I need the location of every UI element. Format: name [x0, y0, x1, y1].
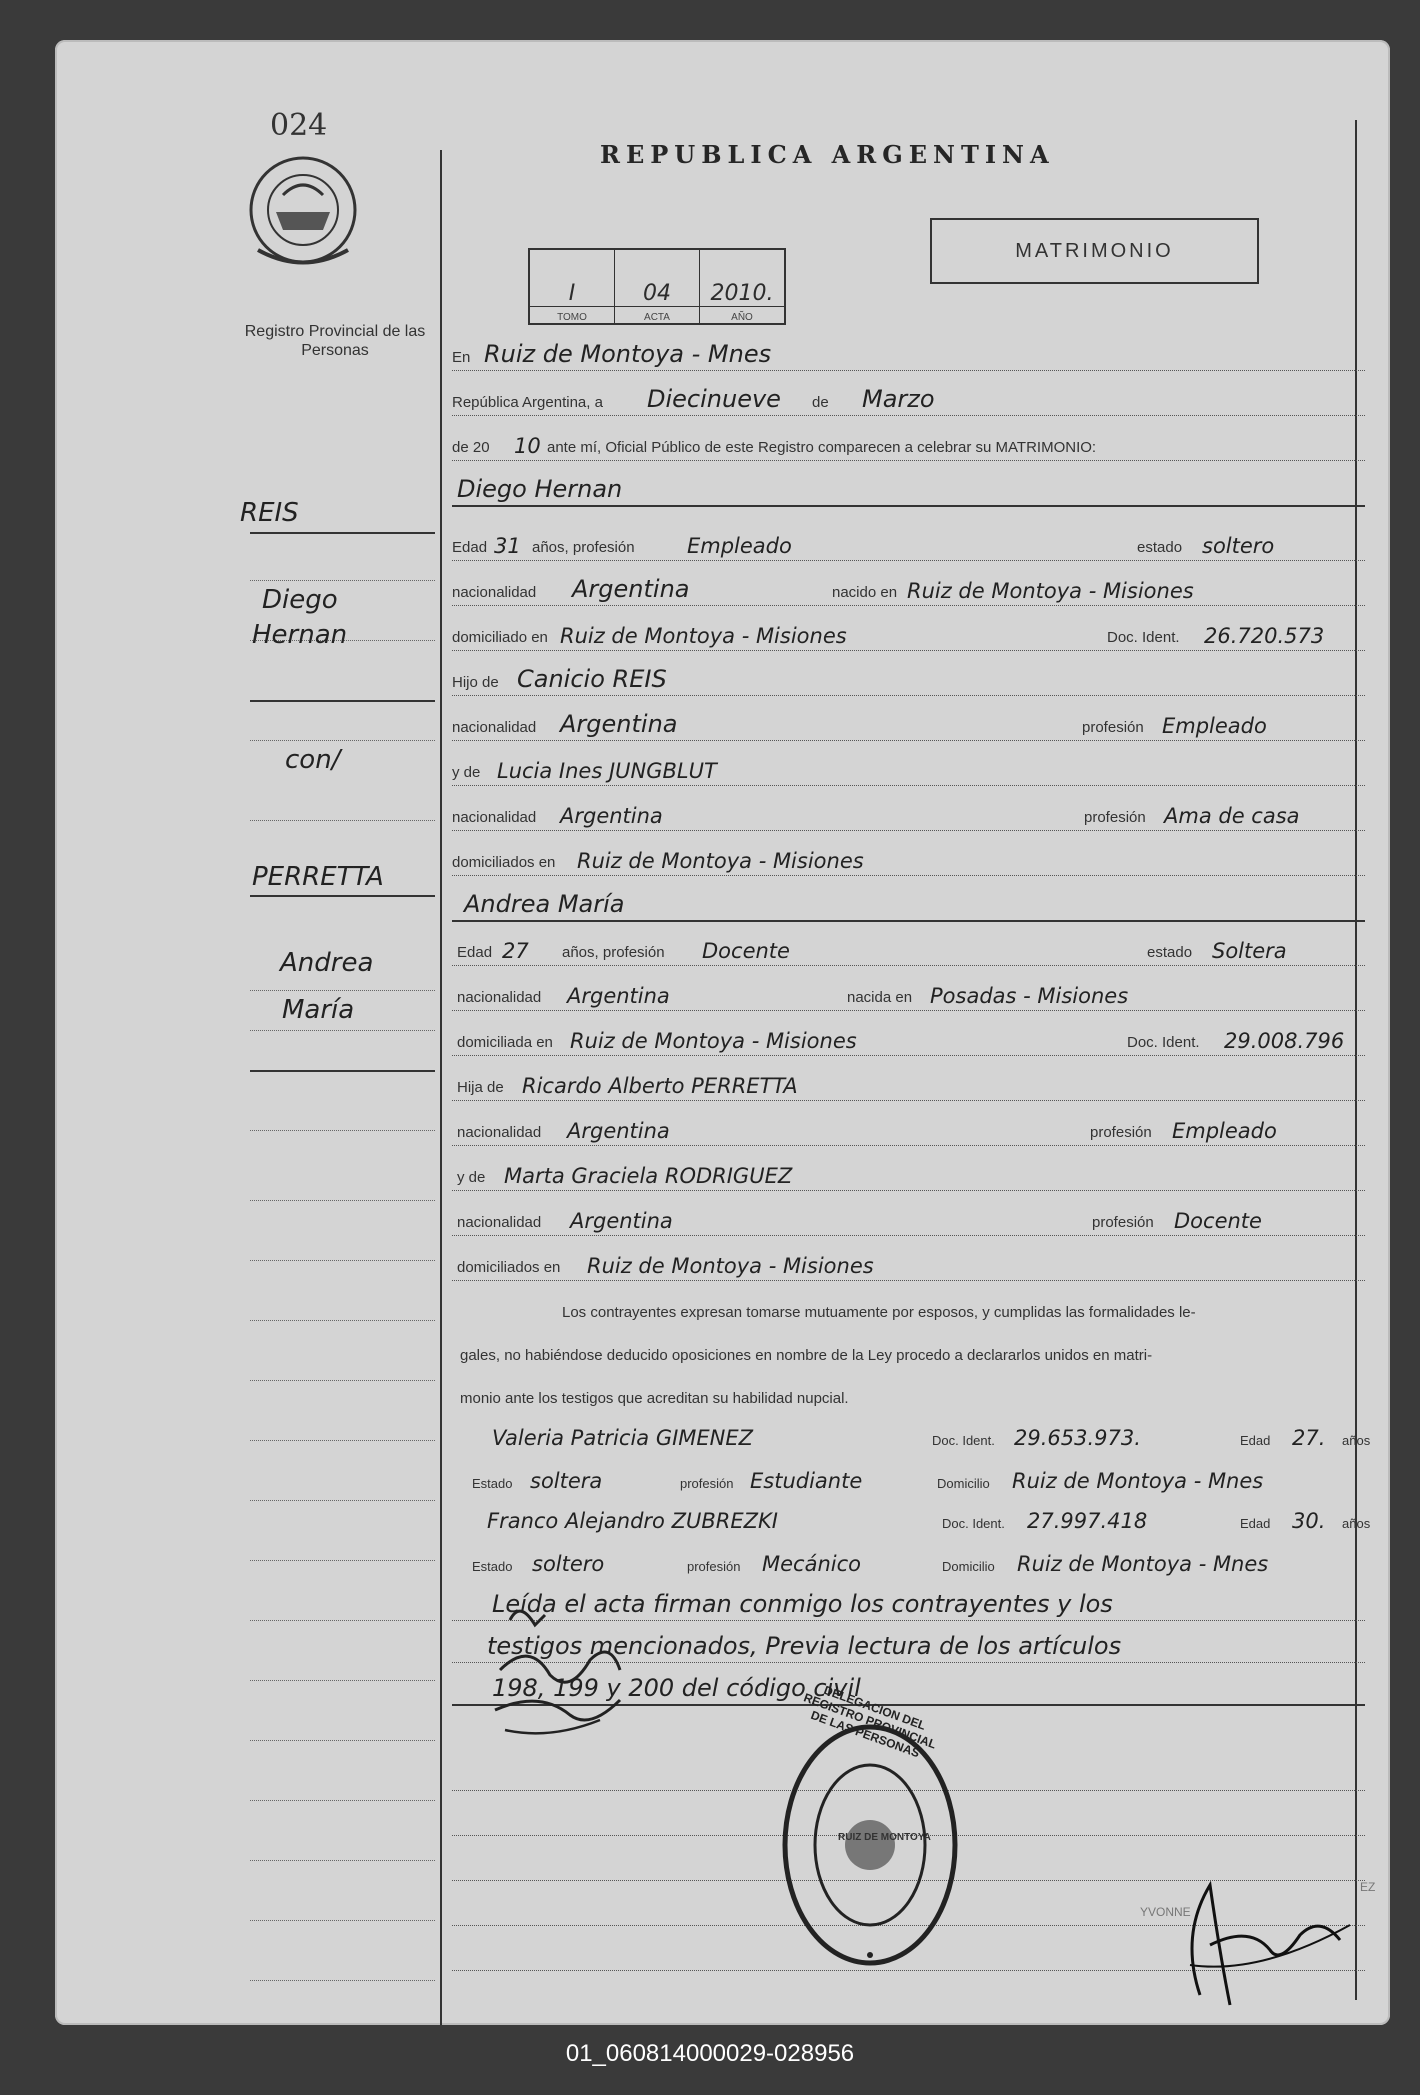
- formal-line-3: [452, 1371, 1365, 1411]
- groom-doc: 26.720.573: [1204, 624, 1325, 648]
- stamp-inner-text: RUIZ DE MONTOYA: [838, 1832, 931, 1843]
- profesion-label: años, profesión: [562, 944, 665, 961]
- witness1-status: soltera: [530, 1469, 603, 1493]
- margin-line: [250, 1620, 435, 1621]
- bride-names: Andrea María: [464, 890, 625, 918]
- intro-year-row: [452, 420, 1365, 461]
- year-suffix: 10: [514, 434, 541, 458]
- estado-label: estado: [1137, 539, 1183, 556]
- witness2-status: soltero: [532, 1552, 605, 1576]
- margin-rule: [440, 150, 442, 2025]
- margin-line: [250, 740, 435, 741]
- groom-mother-row: [452, 745, 1365, 786]
- profesion-label: profesión: [680, 1476, 734, 1491]
- witness2-detail-row: [452, 1538, 1365, 1578]
- margin-line: [250, 1260, 435, 1261]
- edad-label: Edad: [452, 539, 488, 556]
- margin-bride-name1: Andrea: [280, 948, 374, 978]
- edad-label: Edad: [457, 944, 493, 961]
- doc-label: Doc. Ident.: [1127, 1034, 1200, 1051]
- stamp-text: DELEGACION DEL REGISTRO PROVINCIAL DE LAS PERSONAS: [801, 1682, 939, 1761]
- bride-mother-nat-row: [452, 1195, 1365, 1236]
- nacido-label: nacido en: [832, 584, 898, 601]
- witness2-domicile: Ruiz de Montoya - Mnes: [1017, 1552, 1269, 1576]
- margin-line: [250, 820, 435, 821]
- witness1-age: 27.: [1292, 1426, 1326, 1450]
- yde-label: y de: [457, 1169, 486, 1186]
- margin-line: [250, 1740, 435, 1741]
- official-name: YVONNE: [1140, 1905, 1191, 1919]
- yde-label: y de: [452, 764, 481, 781]
- anos-label: años: [1342, 1516, 1371, 1531]
- formal-line-1: [452, 1285, 1365, 1325]
- hijo-label: Hijo de: [452, 674, 499, 691]
- nacida-label: nacida en: [847, 989, 913, 1006]
- tomo-label: TOMO: [529, 307, 615, 325]
- groom-parents-domicile: Ruiz de Montoya - Misiones: [577, 849, 864, 873]
- margin-line: [250, 1030, 435, 1031]
- bride-parents-domicile: Ruiz de Montoya - Misiones: [587, 1254, 874, 1278]
- nacionalidad-label: nacionalidad: [457, 989, 542, 1006]
- groom-mother-profession: Ama de casa: [1164, 804, 1300, 828]
- profesion-label: profesión: [687, 1559, 741, 1574]
- record-id-table: [528, 248, 786, 325]
- groom-father-nat-row: [452, 700, 1365, 741]
- closing-text-2: testigos mencionados, Previa lectura de los artículos: [487, 1632, 1122, 1660]
- intro-place: Ruiz de Montoya - Mnes: [484, 340, 772, 368]
- nacionalidad-label: nacionalidad: [457, 1124, 542, 1141]
- margin-line: [250, 1320, 435, 1321]
- rep-label: República Argentina, a: [452, 394, 603, 411]
- margin-groom-name1: Diego: [262, 585, 338, 615]
- margin-bride-name2: María: [282, 995, 355, 1025]
- acta-value: 04: [615, 249, 700, 307]
- witness2-row: [452, 1495, 1371, 1535]
- groom-mother-nat-row: [452, 790, 1365, 831]
- year-prefix: de 20: [452, 439, 490, 456]
- margin-line: [250, 1200, 435, 1201]
- nacionalidad-label: nacionalidad: [452, 719, 537, 736]
- profesion-label: profesión: [1084, 809, 1146, 826]
- de-label: de: [812, 394, 829, 411]
- witness2-age: 30.: [1292, 1509, 1326, 1533]
- closing-text-1: Leída el acta firman conmigo los contrayentes y los: [492, 1590, 1113, 1618]
- margin-line: [250, 1440, 435, 1441]
- groom-birthplace: Ruiz de Montoya - Misiones: [907, 579, 1194, 603]
- bride-doc: 29.008.796: [1224, 1029, 1345, 1053]
- bride-domicile-row: [452, 1015, 1365, 1056]
- witness1-row: [452, 1412, 1371, 1452]
- intro-place-row: [452, 330, 1365, 371]
- estado-label: Estado: [472, 1559, 513, 1574]
- bride-profession: Docente: [702, 939, 790, 963]
- bride-age-row: [452, 925, 1365, 966]
- nacionalidad-label: nacionalidad: [457, 1214, 542, 1231]
- doc-label: Doc. Ident.: [1107, 629, 1180, 646]
- bride-father-row: [452, 1060, 1365, 1101]
- domicilio-label: Domicilio: [942, 1559, 995, 1574]
- groom-names: Diego Hernan: [457, 475, 623, 503]
- intro-date-row: [452, 375, 1365, 416]
- formal-text-2: gales, no habiéndose deducido oposiciones en nombre de la Ley procedo a declararlos unidos en matri-: [460, 1347, 1153, 1364]
- witness1-domicile: Ruiz de Montoya - Mnes: [1012, 1469, 1264, 1493]
- domiciliados-label: domiciliados en: [452, 854, 556, 871]
- bride-father-nationality: Argentina: [567, 1119, 670, 1143]
- witness1-profession: Estudiante: [750, 1469, 863, 1493]
- groom-name-row: [452, 465, 1365, 507]
- groom-father-profession: Empleado: [1162, 714, 1267, 738]
- edad-label: Edad: [1240, 1516, 1271, 1531]
- margin-line: [250, 1500, 435, 1501]
- hija-label: Hija de: [457, 1079, 504, 1096]
- intro-tail: ante mí, Oficial Público de este Registro comparecen a celebrar su MATRIMONIO:: [547, 439, 1097, 456]
- nacionalidad-label: nacionalidad: [452, 809, 537, 826]
- groom-parents-domicile-row: [452, 835, 1365, 876]
- nacionalidad-label: nacionalidad: [452, 584, 537, 601]
- margin-line: [250, 700, 435, 702]
- witness1-name: Valeria Patricia GIMENEZ: [492, 1426, 754, 1450]
- groom-father-nationality: Argentina: [560, 710, 678, 738]
- margin-line: [250, 1860, 435, 1861]
- provincial-seal-logo: [228, 150, 378, 315]
- groom-nationality-row: [452, 565, 1365, 606]
- profesion-label: profesión: [1090, 1124, 1152, 1141]
- intro-day: Diecinueve: [647, 385, 781, 413]
- domicilio-label: Domicilio: [937, 1476, 990, 1491]
- margin-line: [250, 1380, 435, 1381]
- margin-line: [250, 532, 435, 534]
- domiciliado-label: domiciliado en: [452, 629, 548, 646]
- groom-domicile-row: [452, 610, 1365, 651]
- bride-mother-row: [452, 1150, 1365, 1191]
- margin-line: [250, 1800, 435, 1801]
- record-type-box: MATRIMONIO: [930, 218, 1259, 284]
- en-label: En: [452, 349, 471, 366]
- groom-nationality: Argentina: [572, 575, 690, 603]
- bride-birthplace: Posadas - Misiones: [930, 984, 1129, 1008]
- bride-domicile: Ruiz de Montoya - Misiones: [570, 1029, 857, 1053]
- bride-father-profession: Empleado: [1172, 1119, 1277, 1143]
- signatures-scribble: [490, 1600, 640, 1760]
- formal-text-1: Los contrayentes expresan tomarse mutuamente por esposos, y cumplidas las formalidades le-: [562, 1304, 1196, 1321]
- official-signature: [1170, 1855, 1360, 2025]
- groom-mother: Lucia Ines JUNGBLUT: [497, 759, 717, 783]
- groom-profession: Empleado: [687, 534, 792, 558]
- groom-mother-nationality: Argentina: [560, 804, 663, 828]
- margin-groom-name2: Hernan: [252, 620, 348, 650]
- page-number: 024: [270, 108, 328, 143]
- image-caption: 01_060814000029-028956: [565, 2040, 855, 2067]
- profesion-label: profesión: [1092, 1214, 1154, 1231]
- margin-line: [250, 1130, 435, 1131]
- edad-label: Edad: [1240, 1433, 1271, 1448]
- bride-mother-nationality: Argentina: [570, 1209, 673, 1233]
- doc-label: Doc. Ident.: [932, 1433, 995, 1448]
- groom-age-row: [452, 520, 1365, 561]
- bride-age: 27: [502, 939, 529, 963]
- margin-line: [250, 1980, 435, 1981]
- witness2-profession: Mecánico: [762, 1552, 861, 1576]
- margin-line: [250, 1920, 435, 1921]
- groom-domicile: Ruiz de Montoya - Misiones: [560, 624, 847, 648]
- domiciliada-label: domiciliada en: [457, 1034, 553, 1051]
- bride-nationality: Argentina: [567, 984, 670, 1008]
- tomo-value: I: [529, 249, 615, 307]
- bride-parents-domicile-row: [452, 1240, 1365, 1281]
- groom-father: Canicio REIS: [517, 665, 667, 693]
- bride-mother: Marta Graciela RODRIGUEZ: [504, 1164, 793, 1188]
- groom-age: 31: [494, 534, 521, 558]
- ano-value: 2010.: [700, 249, 786, 307]
- official-suffix: EZ: [1360, 1880, 1376, 1894]
- margin-line: [250, 1070, 435, 1072]
- witness2-doc: 27.997.418: [1027, 1509, 1148, 1533]
- ano-label: AÑO: [700, 307, 786, 325]
- bride-status: Soltera: [1212, 939, 1287, 963]
- header-title: REPUBLICA ARGENTINA: [600, 140, 1055, 169]
- bride-nationality-row: [452, 970, 1365, 1011]
- groom-father-row: [452, 655, 1365, 696]
- registry-name: Registro Provincial de las Personas: [244, 323, 426, 359]
- margin-bride-surname: PERRETTA: [252, 862, 384, 892]
- witness1-detail-row: [452, 1455, 1365, 1495]
- bride-mother-profession: Docente: [1174, 1209, 1262, 1233]
- margin-groom-surname: REIS: [240, 498, 299, 528]
- profesion-label: años, profesión: [532, 539, 635, 556]
- formal-line-2: [452, 1328, 1365, 1368]
- groom-status: soltero: [1202, 534, 1275, 558]
- margin-line: [250, 1680, 435, 1681]
- bride-father-nat-row: [452, 1105, 1365, 1146]
- witness1-doc: 29.653.973.: [1014, 1426, 1141, 1450]
- bride-name-row: [452, 880, 1365, 922]
- bride-father: Ricardo Alberto PERRETTA: [522, 1074, 798, 1098]
- margin-connector: con/: [285, 745, 341, 775]
- estado-label: Estado: [472, 1476, 513, 1491]
- margin-line: [250, 1560, 435, 1561]
- intro-month: Marzo: [862, 385, 935, 413]
- margin-line: [250, 990, 435, 991]
- margin-line: [250, 895, 435, 897]
- anos-label: años: [1342, 1433, 1371, 1448]
- estado-label: estado: [1147, 944, 1193, 961]
- witness2-name: Franco Alejandro ZUBREZKI: [487, 1509, 778, 1533]
- closing-text-3: 198, 199 y 200 del código civil: [492, 1674, 861, 1702]
- acta-label: ACTA: [615, 307, 700, 325]
- margin-line: [250, 580, 435, 581]
- doc-label: Doc. Ident.: [942, 1516, 1005, 1531]
- formal-text-3: monio ante los testigos que acreditan su habilidad nupcial.: [460, 1390, 849, 1407]
- domiciliados-label: domiciliados en: [457, 1259, 561, 1276]
- profesion-label: profesión: [1082, 719, 1144, 736]
